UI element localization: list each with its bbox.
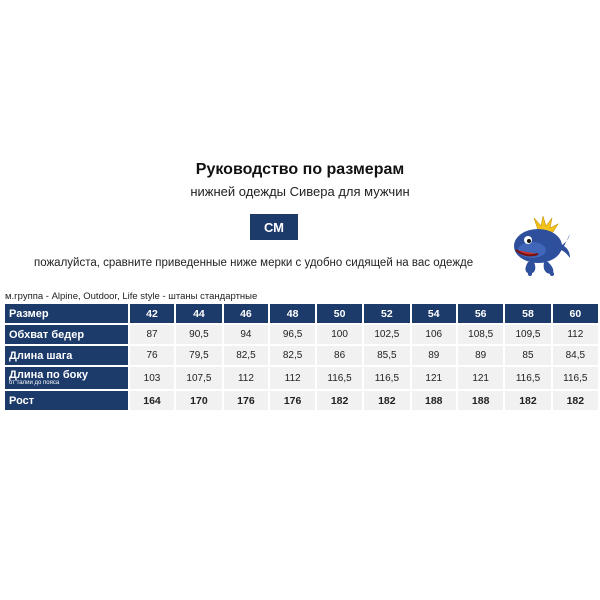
row-label-side-length-main: Длина по боку — [9, 369, 88, 381]
table-cell: 96,5 — [270, 325, 315, 344]
table-cell: 103 — [130, 367, 174, 389]
size-col-52: 52 — [364, 304, 409, 323]
table-cell: 82,5 — [224, 346, 269, 365]
page-title: Руководство по размерам — [195, 161, 405, 178]
size-chart-table — [3, 302, 600, 412]
table-row-hips — [5, 325, 598, 344]
table-cell: 188 — [412, 391, 456, 410]
page-subtitle: нижней одежды Сивера для мужчин — [190, 184, 410, 199]
table-header-row — [5, 304, 598, 323]
table-cell: 176 — [224, 391, 269, 410]
table-cell: 164 — [130, 391, 174, 410]
comparison-note: пожалуйста, сравните приведенные ниже мерки с удобно сидящей на вас одежде — [34, 257, 474, 269]
size-col-46: 46 — [224, 304, 269, 323]
table-cell: 106 — [412, 325, 456, 344]
table-cell: 82,5 — [270, 346, 315, 365]
table-cell: 116,5 — [364, 367, 409, 389]
table-cell: 85 — [505, 346, 550, 365]
table-cell: 85,5 — [364, 346, 409, 365]
table-row-height — [5, 391, 598, 410]
size-col-60: 60 — [553, 304, 598, 323]
size-col-50: 50 — [317, 304, 362, 323]
table-cell: 112 — [553, 325, 598, 344]
table-cell: 86 — [317, 346, 362, 365]
table-row-inseam — [5, 346, 598, 365]
table-cell: 100 — [317, 325, 362, 344]
table-cell: 182 — [317, 391, 362, 410]
table-cell: 89 — [412, 346, 456, 365]
table-cell: 116,5 — [553, 367, 598, 389]
table-cell: 76 — [130, 346, 174, 365]
table-cell: 116,5 — [317, 367, 362, 389]
table-cell: 116,5 — [505, 367, 550, 389]
table-cell: 112 — [270, 367, 315, 389]
unit-cm-button[interactable]: СМ — [250, 214, 298, 240]
table-cell: 188 — [458, 391, 503, 410]
table-cell: 182 — [553, 391, 598, 410]
size-col-44: 44 — [176, 304, 221, 323]
row-label-side-length-sub: от талии до пояса — [9, 380, 60, 386]
whale-mascot-icon — [508, 216, 572, 278]
table-row-side-length — [5, 367, 598, 389]
row-label-side-length — [5, 367, 128, 389]
row-label-inseam: Длина шага — [5, 346, 128, 365]
table-cell: 79,5 — [176, 346, 221, 365]
table-cell: 84,5 — [553, 346, 598, 365]
table-cell: 87 — [130, 325, 174, 344]
size-col-54: 54 — [412, 304, 456, 323]
row-label-hips: Обхват бедер — [5, 325, 128, 344]
table-cell: 109,5 — [505, 325, 550, 344]
size-col-48: 48 — [270, 304, 315, 323]
table-cell: 89 — [458, 346, 503, 365]
product-group-label: м.группа - Alpine, Outdoor, Life style - штаны стандартные — [5, 291, 258, 302]
table-cell: 182 — [364, 391, 409, 410]
size-col-58: 58 — [505, 304, 550, 323]
table-cell: 176 — [270, 391, 315, 410]
table-cell: 121 — [458, 367, 503, 389]
table-cell: 90,5 — [176, 325, 221, 344]
table-cell: 170 — [176, 391, 221, 410]
table-cell: 94 — [224, 325, 269, 344]
table-cell: 112 — [224, 367, 269, 389]
table-cell: 182 — [505, 391, 550, 410]
table-cell: 102,5 — [364, 325, 409, 344]
size-col-56: 56 — [458, 304, 503, 323]
table-cell: 121 — [412, 367, 456, 389]
table-cell: 107,5 — [176, 367, 221, 389]
size-col-42: 42 — [130, 304, 174, 323]
row-label-height: Рост — [5, 391, 128, 410]
table-cell: 108,5 — [458, 325, 503, 344]
size-header: Размер — [5, 304, 128, 323]
